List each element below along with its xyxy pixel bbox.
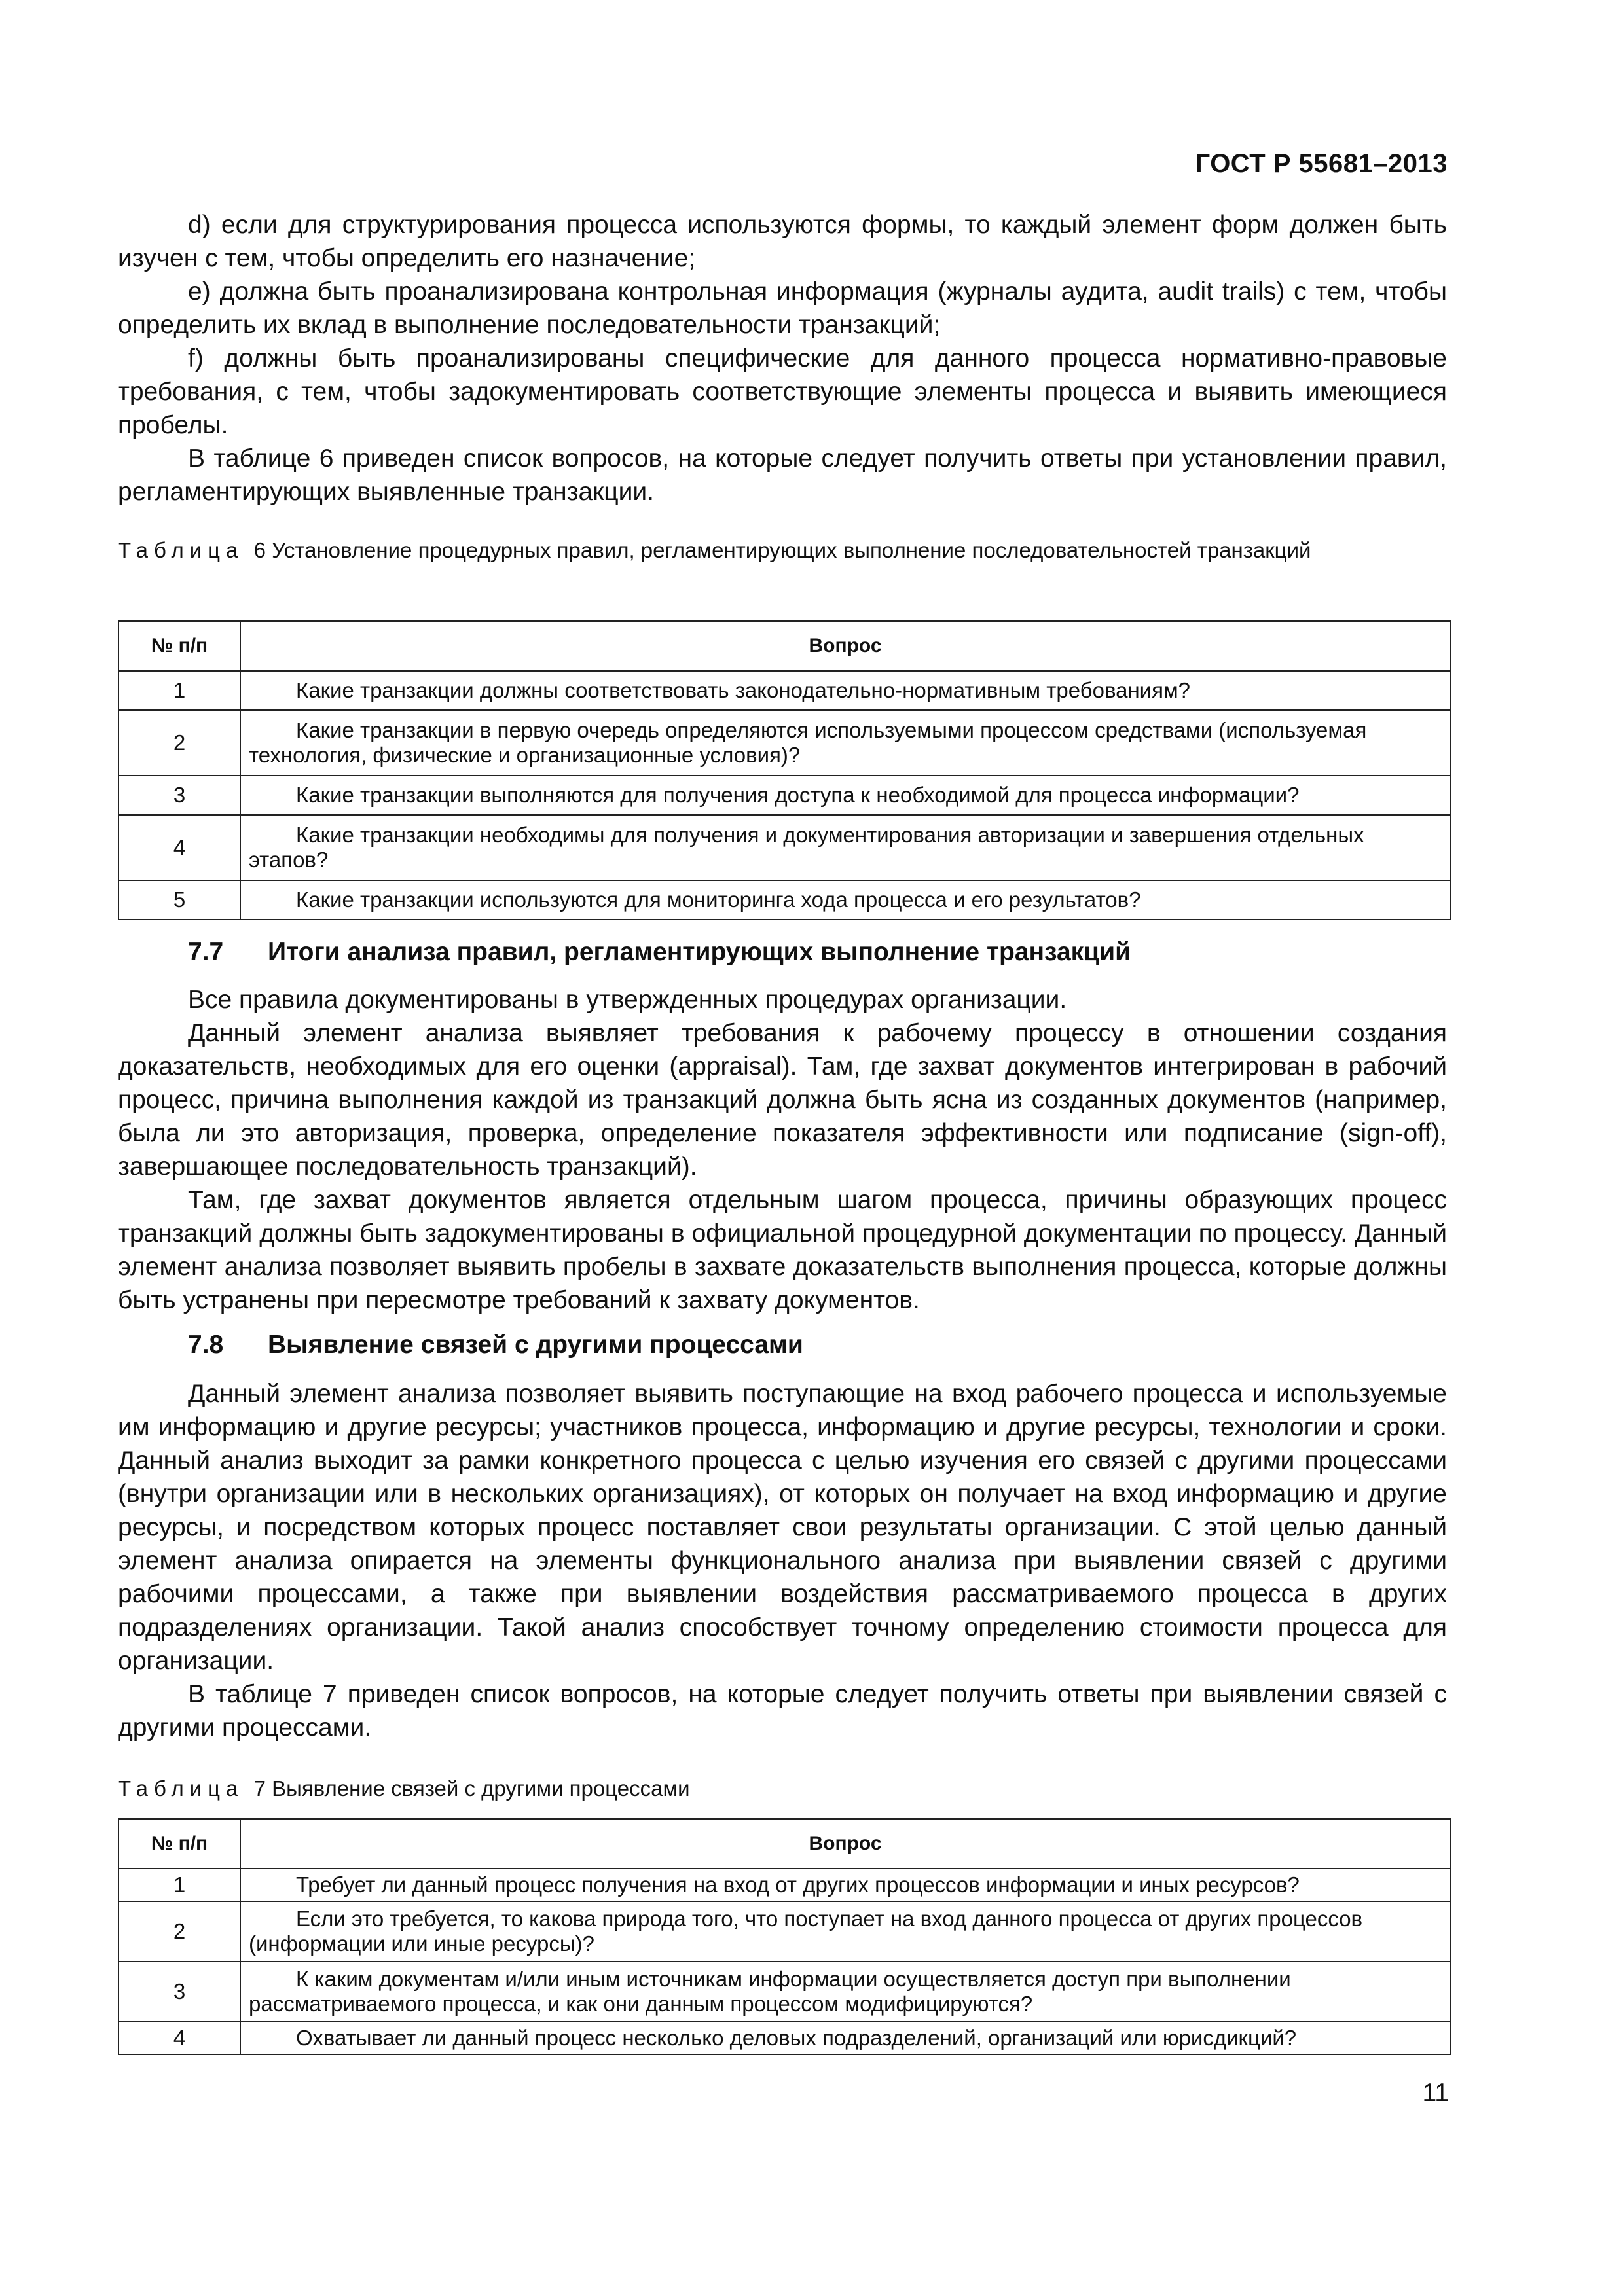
row-number: 3 — [119, 1962, 240, 2022]
section-title: Итоги анализа правил, регламентирующих выполнение транзакций — [268, 938, 1131, 966]
section-number: 7.8 — [188, 1331, 224, 1359]
paragraph: Данный элемент анализа выявляет требования к рабочему процессу в отношении создания доказательств, необходимых для его оценки (appraisal). Там, где захват документов интегрирован в рабочий процесс, причина выполнения каждой из транзакций должна быть ясна из созданных документов (например, была ли это авторизация, проверка, определение показателя эффективности или подписание (sign-off), завершающее последовательность транзакций). — [118, 1019, 1447, 1181]
row-number: 1 — [119, 1869, 240, 1901]
document-code: ГОСТ Р 55681–2013 — [1195, 149, 1448, 178]
row-number: 4 — [119, 2022, 240, 2054]
paragraph: Все правила документированы в утвержденных процедурах организации. — [188, 986, 1067, 1014]
row-number: 1 — [119, 671, 240, 710]
table-row — [119, 880, 1450, 920]
table-row — [119, 776, 1450, 815]
row-question: Какие транзакции выполняются для получения доступа к необходимой для процесса информации? — [240, 776, 1450, 815]
paragraph-table6-intro: В таблице 6 приведен список вопросов, на которые следует получить ответы при установлении правил, регламентирующих выявленные транзакции. — [118, 444, 1447, 506]
table-row — [119, 710, 1450, 776]
paragraph: Там, где захват документов является отдельным шагом процесса, причины образующих процесс транзакций должны быть задокументированы в официальной процедурной документации по процессу. Данный элемент анализа позволяет выявить пробелы в захвате доказательств выполнения процесса, которые должны быть устранены при пересмотре требований к захвату документов. — [118, 1186, 1447, 1314]
section-7-7-heading — [188, 936, 1131, 969]
row-question: Какие транзакции необходимы для получения и документирования авторизации и завершения отдельных этапов? — [240, 815, 1450, 880]
paragraph-d: d) если для структурирования процесса используются формы, то каждый элемент форм должен быть изучен с тем, чтобы определить его назначение; — [118, 211, 1447, 272]
table-row — [119, 1962, 1450, 2022]
row-question: Какие транзакции должны соответствовать законодательно-нормативным требованиям? — [240, 671, 1450, 710]
table7-caption — [118, 1775, 1447, 1803]
row-number: 5 — [119, 880, 240, 920]
table7 — [118, 1818, 1451, 2055]
paragraph: Данный элемент анализа позволяет выявить поступающие на вход рабочего процесса и используемые им информацию и другие ресурсы; участников процесса, информацию и другие ресурсы, технологии и сроки. Данный анализ выходит за рамки конкретного процесса с целью изучения его связей с другими процессами (внутри организации или в нескольких организациях), от которых он получает на вход информацию и другие ресурсы, и посредством которых процесс поставляет свои результаты организации. С этой целью данный элемент анализа опирается на элементы функционального анализа при выявлении связей с другими рабочими процессами, а также при выявлении воздействия рассматриваемого процесса в других подразделениях организации. Такой анализ способствует точному определению стоимости процесса для организации. — [118, 1380, 1447, 1675]
table7-caption-text: 7 Выявление связей с другими процессами — [253, 1776, 690, 1801]
table7-caption-label: Таблица — [118, 1776, 244, 1801]
table6-header-row — [119, 621, 1450, 671]
row-question: Какие транзакции в первую очередь определяются используемыми процессом средствами (используемая технология, физические и организационные условия)? — [240, 710, 1450, 776]
table7-header-row — [119, 1819, 1450, 1869]
section-7-8-heading — [188, 1329, 803, 1361]
row-question: Требует ли данный процесс получения на вход от других процессов информации и иных ресурсов? — [240, 1869, 1450, 1901]
section-7-8-text — [118, 1377, 1447, 1744]
table-row — [119, 1869, 1450, 1901]
table7-header-num: № п/п — [119, 1819, 240, 1869]
row-question: Охватывает ли данный процесс несколько деловых подразделений, организаций или юрисдикций? — [240, 2022, 1450, 2054]
row-question: Если это требуется, то какова природа того, что поступает на вход данного процесса от других процессов (информации или иные ресурсы)? — [240, 1901, 1450, 1962]
table7-header-question: Вопрос — [240, 1819, 1450, 1869]
section-title: Выявление связей с другими процессами — [268, 1331, 803, 1359]
row-number: 3 — [119, 776, 240, 815]
table-row — [119, 1901, 1450, 1962]
row-number: 2 — [119, 710, 240, 776]
intro-text — [118, 208, 1447, 509]
row-question: Какие транзакции используются для мониторинга хода процесса и его результатов? — [240, 880, 1450, 920]
table6-caption-label: Таблица — [118, 538, 244, 562]
section-7-7-text — [118, 983, 1447, 1317]
table-row — [119, 671, 1450, 710]
table6-caption-text: 6 Установление процедурных правил, регламентирующих выполнение последовательностей транзакций — [253, 538, 1311, 562]
table6 — [118, 620, 1451, 920]
table6-header-num: № п/п — [119, 621, 240, 671]
paragraph: В таблице 7 приведен список вопросов, на которые следует получить ответы при выявлении связей с другими процессами. — [118, 1680, 1447, 1742]
row-number: 4 — [119, 815, 240, 880]
section-number: 7.7 — [188, 938, 224, 966]
table-row — [119, 815, 1450, 880]
page-number: 11 — [1422, 2079, 1449, 2107]
table6-header-question: Вопрос — [240, 621, 1450, 671]
paragraph-e: e) должна быть проанализирована контрольная информация (журналы аудита, audit trails) с тем, чтобы определить их вклад в выполнение последовательности транзакций; — [118, 278, 1447, 339]
paragraph-f: f) должны быть проанализированы специфические для данного процесса нормативно-правовые требования, с тем, чтобы задокументировать соответствующие элементы процесса и выявить имеющиеся пробелы. — [118, 344, 1447, 439]
row-question: К каким документам и/или иным источникам информации осуществляется доступ при выполнении рассматриваемого процесса, и как они данным процессом модифицируются? — [240, 1962, 1450, 2022]
row-number: 2 — [119, 1901, 240, 1962]
table-row — [119, 2022, 1450, 2054]
table6-caption — [118, 537, 1447, 564]
